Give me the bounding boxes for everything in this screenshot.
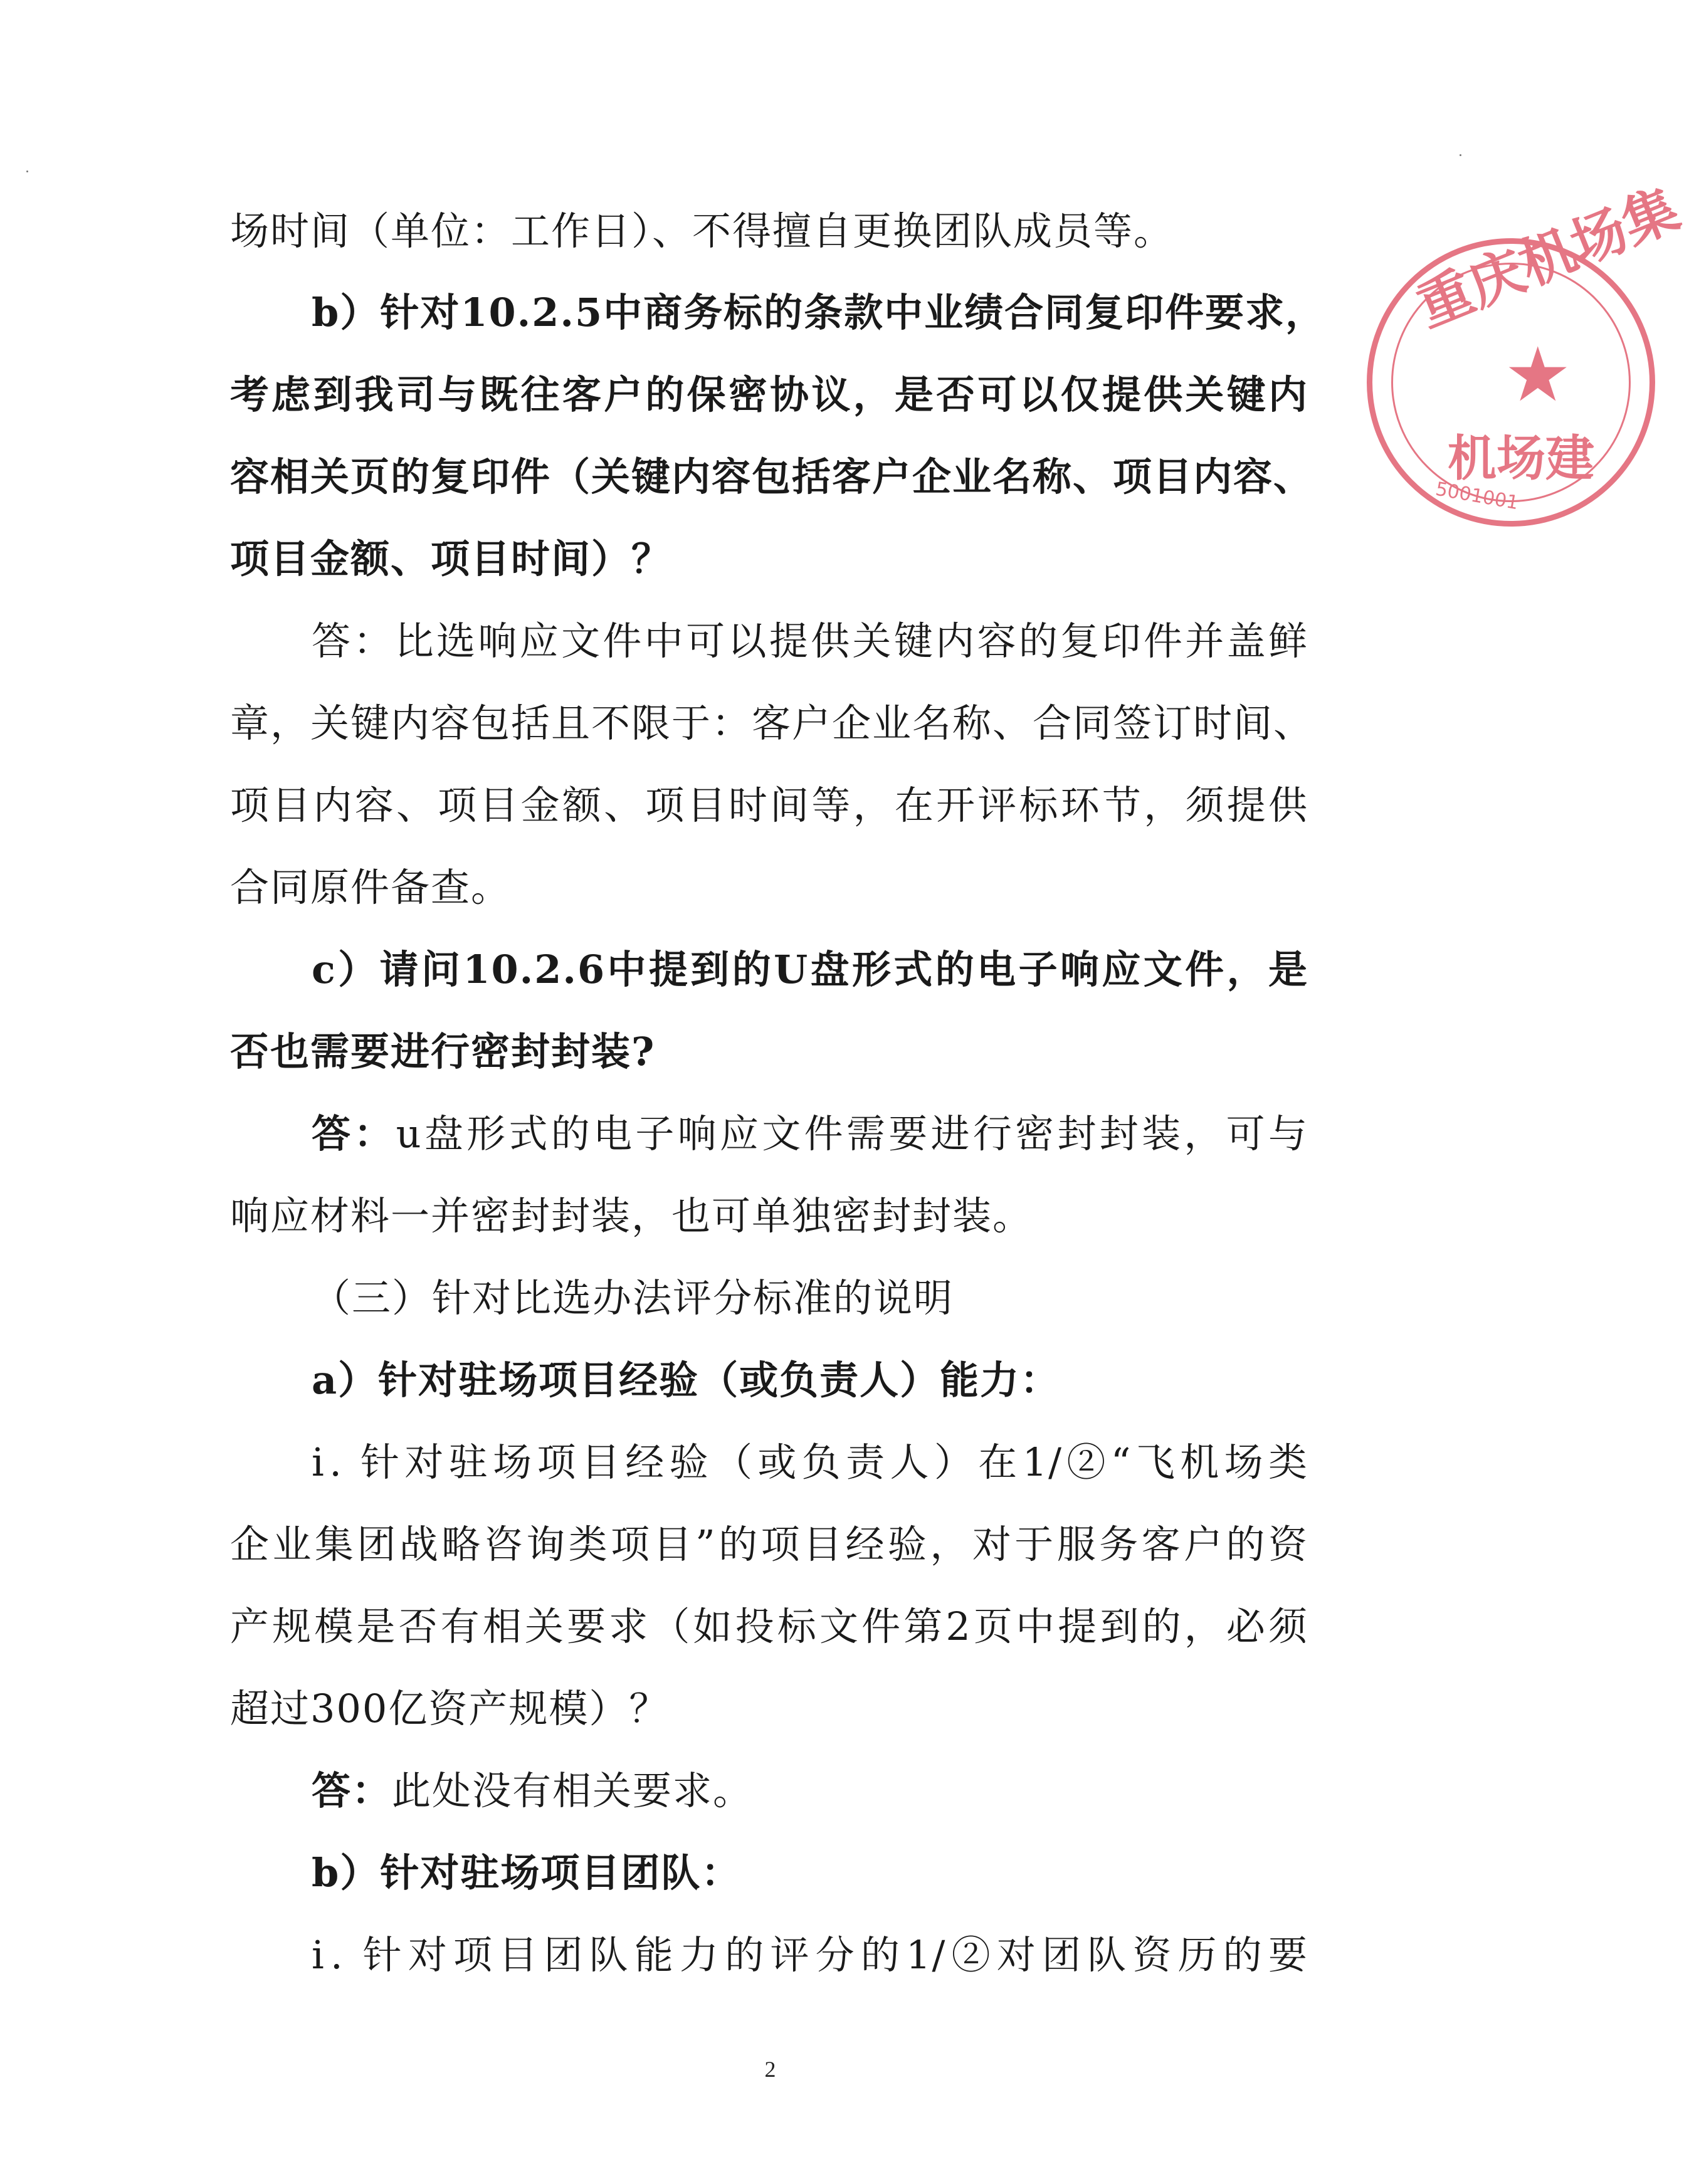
text-line: ⅰ. 针对项目团队能力的评分的1/②对团队资历的要 bbox=[312, 1932, 1308, 1978]
text-line: c）请问10.2.6中提到的U盘形式的电子响应文件，是 bbox=[312, 947, 1308, 992]
answer-text: 此处没有相关要求。 bbox=[392, 1768, 754, 1814]
subheading: a）针对驻场项目经验（或负责人）能力： bbox=[312, 1357, 1061, 1403]
text-line: 响应材料一并密封封装，也可单独密封封装。 bbox=[230, 1193, 1033, 1239]
scan-dot bbox=[26, 171, 28, 172]
answer-line bbox=[312, 1767, 1390, 1815]
text-line: 考虑到我司与既往客户的保密协议，是否可以仅提供关键内 bbox=[230, 372, 1308, 417]
text-line: 章，关键内容包括且不限于：客户企业名称、合同签订时间、 bbox=[230, 700, 1314, 746]
text-line: 企业集团战略咨询类项目”的项目经验，对于服务客户的资 bbox=[230, 1521, 1308, 1567]
text-line: ⅰ. 针对驻场项目经验（或负责人）在1/②“飞机场类 bbox=[312, 1439, 1308, 1485]
text-line: b）针对10.2.5中商务标的条款中业绩合同复印件要求， bbox=[312, 290, 1326, 335]
text-line: 答：比选响应文件中可以提供关键内容的复印件并盖鲜 bbox=[312, 618, 1308, 664]
star-icon: ★ bbox=[1504, 332, 1572, 419]
seal-top-text: 重庆机场集 bbox=[1408, 175, 1688, 340]
text-line: 项目金额、项目时间）？ bbox=[230, 536, 672, 582]
answer-label: 答： bbox=[312, 1768, 392, 1814]
text-line: 场时间（单位：工作日）、不得擅自更换团队成员等。 bbox=[230, 208, 1174, 254]
text-line: 产规模是否有相关要求（如投标文件第2页中提到的，必须 bbox=[230, 1604, 1308, 1649]
answer-text: u盘形式的电子响应文件需要进行密封封装，可与 bbox=[396, 1111, 1308, 1157]
subheading: b）针对驻场项目团队： bbox=[312, 1850, 742, 1896]
text-line: 项目内容、项目金额、项目时间等，在开评标环节，须提供 bbox=[230, 782, 1308, 828]
official-seal bbox=[1367, 175, 1688, 527]
answer-label: 答： bbox=[312, 1111, 396, 1157]
text-line: 容相关页的复印件（关键内容包括客户企业名称、项目内容、 bbox=[230, 454, 1314, 500]
scan-dot bbox=[1460, 154, 1461, 156]
page-number: 2 bbox=[764, 2057, 776, 2082]
text-line: 否也需要进行密封封装? bbox=[230, 1029, 656, 1074]
seal-code: 5001001 bbox=[1433, 478, 1520, 515]
answer-line bbox=[312, 1110, 1308, 1158]
text-line: 合同原件备查。 bbox=[230, 864, 512, 910]
seal-bottom-text: 机场建 bbox=[1448, 430, 1595, 487]
section-heading: （三）针对比选办法评分标准的说明 bbox=[312, 1275, 954, 1321]
text-line: 超过300亿资产规模）？ bbox=[230, 1686, 670, 1731]
